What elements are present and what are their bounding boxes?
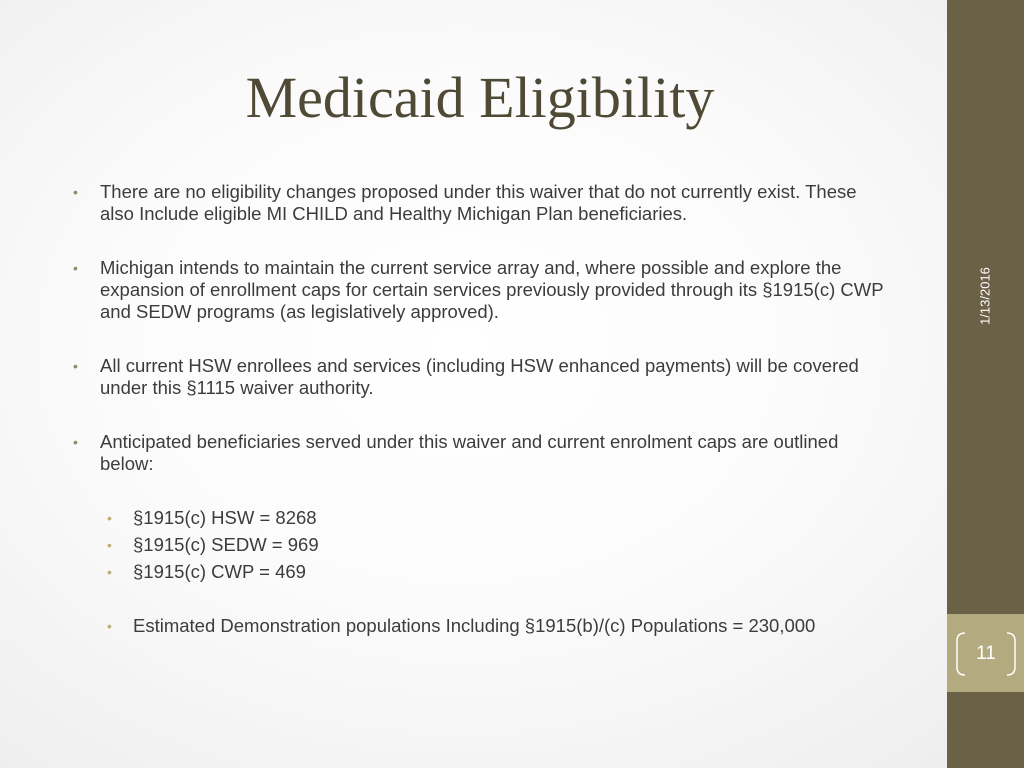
sub-bullet-item [70, 561, 890, 583]
sub-bullet-text: Estimated Demonstration populations Including §1915(b)/(c) Populations = 230,000 [133, 615, 816, 636]
sub-bullet-item [70, 615, 890, 637]
bullet-item [70, 431, 890, 475]
bullet-icon: • [73, 358, 78, 374]
sub-bullet-text: §1915(c) HSW = 8268 [133, 507, 317, 528]
bullet-icon: • [73, 434, 78, 450]
bullet-text: Anticipated beneficiaries served under this waiver and current enrolment caps are outlined below: [100, 431, 839, 474]
bullet-text: Michigan intends to maintain the current service array and, where possible and explore the expansion of enrollment caps for certain services previously provided through its §1915(c) CWP and SEDW programs (as legislatively approved). [100, 257, 884, 322]
sub-bullet-icon: • [107, 510, 112, 526]
sub-bullet-item [70, 534, 890, 556]
sub-bullet-icon: • [107, 537, 112, 553]
slide-date: 1/13/2016 [977, 267, 993, 325]
bullet-item [70, 181, 890, 225]
sub-bullet-item [70, 507, 890, 529]
sub-bullet-text: §1915(c) SEDW = 969 [133, 534, 319, 555]
bullet-item [70, 355, 890, 399]
bullet-icon: • [73, 184, 78, 200]
bullet-icon: • [73, 260, 78, 276]
bullet-item [70, 257, 890, 323]
slide-title: Medicaid Eligibility [245, 65, 715, 130]
sub-bullet-icon: • [107, 618, 112, 634]
bullet-text: All current HSW enrollees and services (including HSW enhanced payments) will be covered under this §1115 waiver authority. [100, 355, 859, 398]
slide-content [70, 181, 890, 637]
bullet-text: There are no eligibility changes proposed under this waiver that do not currently exist. These also Include eligible MI CHILD and Healthy Michigan Plan beneficiaries. [100, 181, 857, 224]
sub-bullet-text: §1915(c) CWP = 469 [133, 561, 306, 582]
sub-bullet-icon: • [107, 564, 112, 580]
page-number: 11 [976, 643, 996, 664]
